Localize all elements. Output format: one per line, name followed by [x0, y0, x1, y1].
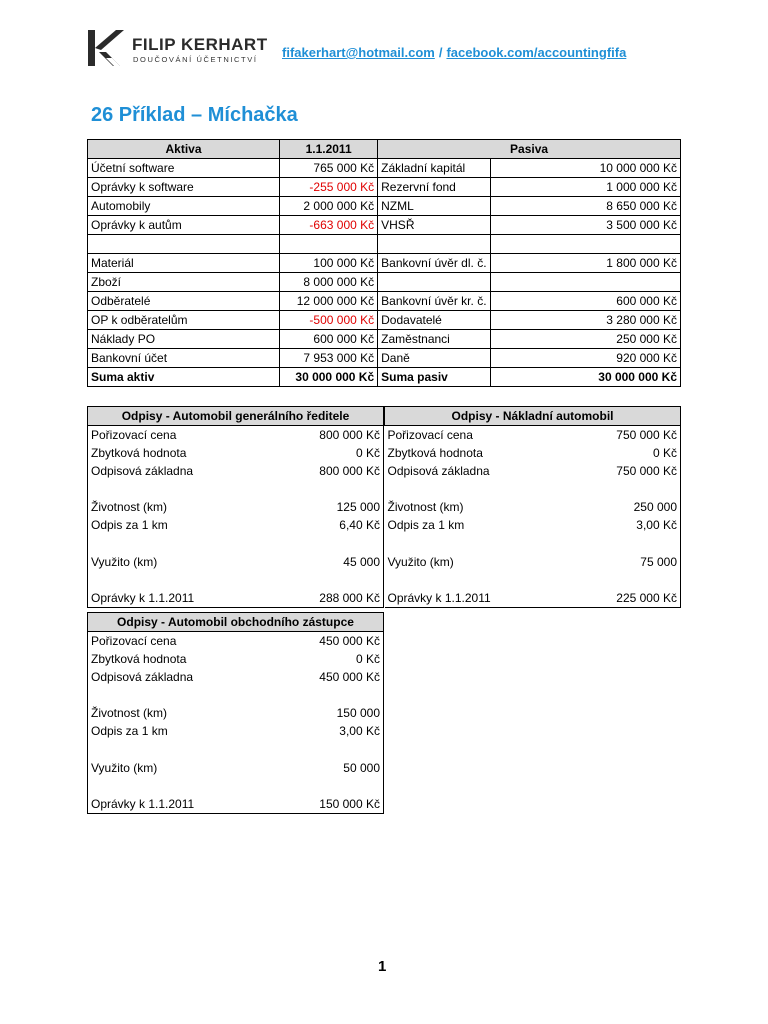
table-row [88, 498, 384, 516]
asset-label: Náklady PO [88, 330, 280, 349]
depreciation-label: Oprávky k 1.1.2011 [387, 590, 491, 605]
depreciation-value: 800 000 Kč [319, 464, 380, 478]
link-separator: / [438, 45, 443, 60]
depreciation-header-row [88, 407, 384, 426]
depreciation-value: 0 Kč [355, 446, 380, 460]
asset-label: Zboží [88, 273, 280, 292]
table-row [88, 668, 384, 686]
total-assets-label: Suma aktiv [88, 368, 280, 387]
table-row [88, 480, 384, 498]
depreciation-label: Oprávky k 1.1.2011 [91, 796, 195, 811]
asset-label: Automobily [88, 197, 280, 216]
depreciation-title: Odpisy - Nákladní automobil [385, 407, 681, 426]
table-row [88, 159, 681, 178]
depreciation-value: 225 000 Kč [616, 590, 677, 605]
depreciation-header-row [385, 407, 681, 426]
balance-header-row [88, 140, 681, 159]
depreciation-label [88, 480, 285, 498]
table-row [385, 553, 681, 571]
depreciation-label: Zbytková hodnota [387, 446, 483, 460]
depreciation-value: 150 000 [336, 706, 380, 721]
liability-value: 920 000 Kč [490, 349, 680, 368]
depreciation-label: Odpisová základna [91, 464, 194, 478]
table-row [88, 273, 681, 292]
depreciation-value: 150 000 Kč [319, 796, 380, 811]
liability-label: Rezervní fond [378, 178, 490, 197]
depreciation-value: 0 Kč [652, 446, 677, 460]
depreciation-label: Životnost (km) [387, 500, 464, 515]
liability-value [490, 273, 680, 292]
asset-value: 600 000 Kč [280, 330, 378, 349]
depreciation-value [582, 534, 681, 552]
header-date: 1.1.2011 [280, 140, 378, 159]
depreciation-label [385, 480, 582, 498]
table-row [88, 330, 681, 349]
asset-value: 12 000 000 Kč [280, 292, 378, 311]
depreciation-value: 125 000 [336, 500, 380, 515]
table-row [385, 444, 681, 462]
depreciation-title: Odpisy - Automobil obchodního zástupce [88, 613, 384, 632]
table-row [88, 722, 384, 740]
asset-value: 765 000 Kč [280, 159, 378, 178]
table-row [385, 462, 681, 480]
table-row [385, 571, 681, 589]
table-row [385, 426, 681, 445]
depreciation-label: Odpis za 1 km [91, 724, 168, 739]
table-row [88, 516, 384, 534]
liability-value: 1 800 000 Kč [490, 254, 680, 273]
depreciation-table-truck [384, 406, 681, 608]
header-pasiva: Pasiva [378, 140, 681, 159]
table-row [88, 740, 384, 758]
table-row [88, 759, 384, 777]
depreciation-value [285, 534, 384, 552]
email-link[interactable]: fifakerhart@hotmail.com [282, 45, 435, 60]
depreciation-table-director-car [87, 406, 384, 608]
total-liabilities-label: Suma pasiv [378, 368, 490, 387]
table-row [88, 462, 384, 480]
liability-label: Základní kapitál [378, 159, 490, 178]
table-row [88, 216, 681, 235]
kerhart-logo-icon [86, 28, 126, 68]
asset-label: Materiál [88, 254, 280, 273]
depreciation-value: 250 000 [633, 500, 677, 515]
depreciation-label: Zbytková hodnota [91, 652, 187, 666]
asset-value: -255 000 Kč [280, 178, 378, 197]
table-row [88, 704, 384, 722]
page-number: 1 [378, 958, 387, 975]
depreciation-label: Životnost (km) [91, 706, 168, 721]
depreciation-value: 45 000 [343, 554, 380, 569]
liability-value: 8 650 000 Kč [490, 197, 680, 216]
liability-value: 10 000 000 Kč [490, 159, 680, 178]
table-row [88, 795, 384, 814]
liability-label: Zaměstnanci [378, 330, 490, 349]
table-row [88, 589, 384, 608]
liability-label: NZML [378, 197, 490, 216]
asset-label: Odběratelé [88, 292, 280, 311]
asset-value: 100 000 Kč [280, 254, 378, 273]
depreciation-label: Odpisová základna [387, 464, 490, 478]
depreciation-value [582, 480, 681, 498]
depreciation-label [385, 571, 582, 589]
depreciation-label: Oprávky k 1.1.2011 [91, 590, 195, 605]
depreciation-label: Odpis za 1 km [387, 518, 465, 533]
total-row [88, 368, 681, 387]
liability-value: 250 000 Kč [490, 330, 680, 349]
depreciation-label: Pořizovací cena [91, 634, 177, 648]
liability-value: 600 000 Kč [490, 292, 680, 311]
depreciation-title: Odpisy - Automobil generálního ředitele [88, 407, 384, 426]
table-row [88, 178, 681, 197]
liability-value: 1 000 000 Kč [490, 178, 680, 197]
depreciation-value [285, 740, 384, 758]
total-assets-value: 30 000 000 Kč [280, 368, 378, 387]
depreciation-value [285, 686, 384, 704]
total-liabilities-value: 30 000 000 Kč [490, 368, 680, 387]
liability-label [378, 273, 490, 292]
table-row [88, 197, 681, 216]
balance-sheet-table [87, 139, 681, 387]
depreciation-label: Zbytková hodnota [91, 446, 187, 460]
brand-name: FILIP KERHART [132, 35, 268, 54]
depreciation-label: Odpisová základna [91, 670, 194, 684]
depreciation-value: 288 000 Kč [319, 590, 380, 605]
liability-label: Bankovní úvěr kr. č. [378, 292, 490, 311]
depreciation-value: 450 000 Kč [319, 634, 380, 648]
depreciation-value: 750 000 Kč [616, 428, 677, 442]
table-row [88, 444, 384, 462]
depreciation-value [582, 571, 681, 589]
brand-subtitle: DOUČOVÁNÍ ÚČETNICTVÍ [133, 55, 258, 64]
contact-links [282, 45, 626, 60]
liability-label: Bankovní úvěr dl. č. [378, 254, 490, 273]
depreciation-label: Využito (km) [387, 554, 454, 569]
table-row [88, 777, 384, 795]
depreciation-label: Využito (km) [91, 760, 158, 775]
depreciation-label [88, 534, 285, 552]
table-row [385, 589, 681, 608]
depreciation-label: Pořizovací cena [387, 428, 473, 442]
depreciation-value [285, 571, 384, 589]
asset-label: OP k odběratelům [88, 311, 280, 330]
depreciation-label: Pořizovací cena [91, 428, 177, 442]
table-row [88, 349, 681, 368]
liability-value [490, 235, 680, 254]
depreciation-value: 3,00 Kč [636, 518, 677, 533]
depreciation-value [285, 777, 384, 795]
depreciation-label [88, 740, 285, 758]
asset-value: -663 000 Kč [280, 216, 378, 235]
depreciation-label [385, 534, 582, 552]
depreciation-value: 6,40 Kč [339, 518, 380, 533]
page-title: 26 Příklad – Míchačka [91, 104, 298, 126]
table-row [385, 480, 681, 498]
table-row [88, 650, 384, 668]
depreciation-value: 75 000 [640, 554, 677, 569]
depreciation-label [88, 777, 285, 795]
liability-label: Dodavatelé [378, 311, 490, 330]
depreciation-table-sales-rep-car [87, 612, 384, 814]
asset-value: 8 000 000 Kč [280, 273, 378, 292]
depreciation-header-row [88, 613, 384, 632]
asset-label: Bankovní účet [88, 349, 280, 368]
table-row [88, 254, 681, 273]
table-row [88, 235, 681, 254]
asset-value [280, 235, 378, 254]
depreciation-value: 750 000 Kč [616, 464, 677, 478]
table-row [88, 292, 681, 311]
asset-value: 2 000 000 Kč [280, 197, 378, 216]
asset-value: -500 000 Kč [280, 311, 378, 330]
depreciation-value: 800 000 Kč [319, 428, 380, 442]
depreciation-label [88, 571, 285, 589]
asset-label: Oprávky k autům [88, 216, 280, 235]
depreciation-label: Využito (km) [91, 554, 158, 569]
table-row [88, 571, 384, 589]
facebook-link[interactable]: facebook.com/accountingfifa [446, 45, 627, 60]
liability-label [378, 235, 490, 254]
table-row [88, 426, 384, 445]
depreciation-value: 0 Kč [355, 652, 380, 666]
table-row [88, 534, 384, 552]
table-row [88, 311, 681, 330]
header-aktiva: Aktiva [88, 140, 280, 159]
liability-label: VHSŘ [378, 216, 490, 235]
table-row [385, 534, 681, 552]
asset-value: 7 953 000 Kč [280, 349, 378, 368]
depreciation-label: Životnost (km) [91, 500, 168, 515]
table-row [88, 632, 384, 651]
asset-label: Oprávky k software [88, 178, 280, 197]
depreciation-value: 3,00 Kč [339, 724, 380, 739]
liability-value: 3 500 000 Kč [490, 216, 680, 235]
liability-label: Daně [378, 349, 490, 368]
depreciation-label [88, 686, 285, 704]
liability-value: 3 280 000 Kč [490, 311, 680, 330]
depreciation-value: 50 000 [343, 760, 380, 775]
table-row [385, 516, 681, 534]
table-row [385, 498, 681, 516]
depreciation-label: Odpis za 1 km [91, 518, 168, 533]
table-row [88, 686, 384, 704]
table-row [88, 553, 384, 571]
asset-label: Účetní software [88, 159, 280, 178]
asset-label [88, 235, 280, 254]
depreciation-value [285, 480, 384, 498]
depreciation-value: 450 000 Kč [319, 670, 380, 684]
